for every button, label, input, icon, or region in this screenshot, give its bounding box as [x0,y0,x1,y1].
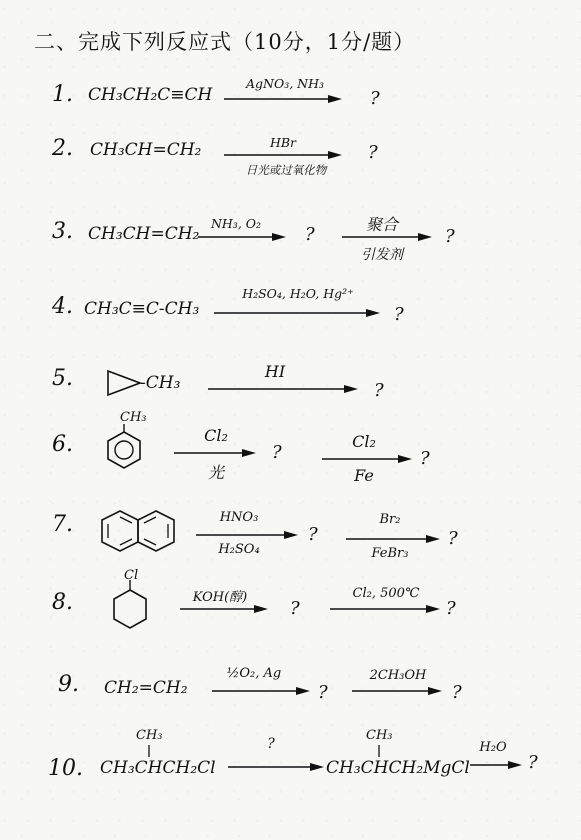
reaction-4 [0,286,581,350]
condition-above: HI [264,362,286,381]
cyclohexane-ring [110,580,150,636]
reaction-number: 1. [52,82,73,107]
condition-above: AgNO₃, NH₃ [245,76,325,91]
product-unknown: ? [420,448,430,469]
condition-below: H₂SO₄ [218,542,260,557]
condition-above-2: Br₂ [379,512,401,527]
intermediate-unknown: ? [308,524,318,545]
reactant: CH₂=CH₂ [104,678,188,698]
reactant: CH₃CH=CH₂ [88,224,200,244]
reaction-arrow-2 [352,686,444,696]
condition-above: HNO₃ [219,510,259,525]
product-unknown: ? [446,598,456,619]
condition-below: 日光或过氧化物 [245,163,327,177]
methyl-branch: CH₃ [366,728,393,743]
condition-above-2: Cl₂, 500℃ [352,586,420,601]
product-unknown: ? [370,88,380,109]
reaction-number: 7. [52,512,73,537]
reaction-1 [0,76,581,140]
reactant: CH₃CHCH₂Cl [100,758,216,778]
condition-above: KOH(醇) [192,590,248,605]
condition-below-2: Fe [354,466,374,485]
intermediate-unknown: ? [272,442,282,463]
reactant: -CH₃ [140,373,181,393]
reaction-number: 2. [52,136,73,161]
product-unknown: ? [394,304,404,325]
product-unknown: ? [368,142,378,163]
reaction-arrow [208,384,360,394]
condition-above-2: H₂O [479,740,507,755]
methyl-branch: CH₃ [136,728,163,743]
condition-above: H₂SO₄, H₂O, Hg²⁺ [242,286,354,301]
reaction-arrow [212,686,312,696]
condition-above: HBr [269,135,297,150]
reaction-number: 6. [52,432,73,457]
methyl-substituent: CH₃ [120,410,147,425]
condition-above: Cl₂ [204,426,228,445]
naphthalene-rings [100,508,182,558]
reaction-3 [0,214,581,274]
reaction-arrow [198,232,288,242]
reaction-7 [0,500,581,560]
reactant: CH₃CH=CH₂ [90,140,202,160]
reaction-number: 10. [48,756,83,781]
condition-below: 光 [207,463,224,482]
reaction-arrow [214,308,382,318]
reaction-arrow-2 [470,760,524,770]
reaction-arrow-2 [342,232,434,242]
product-unknown: ? [452,682,462,703]
condition-above-2: 聚合 [365,215,398,234]
reactant: CH₃C≡C-CH₃ [84,299,200,319]
condition-above: NH₃, O₂ [210,216,262,231]
reaction-arrow [196,530,300,540]
reaction-number: 4. [52,294,73,319]
reaction-9 [0,662,581,722]
reaction-6 [0,410,581,485]
product-unknown: ? [374,380,384,401]
reaction-arrow [224,94,344,104]
reaction-arrow-2 [330,604,442,614]
grignard-product: CH₃CHCH₂MgCl [326,758,470,778]
reaction-arrow [180,604,270,614]
reaction-number: 9. [58,672,79,697]
condition-below-2: FeBr₃ [371,546,409,561]
reactant: CH₃CH₂C≡CH [88,85,213,105]
reaction-arrow [228,762,326,772]
condition-above-2: 2CH₃OH [369,668,427,683]
reaction-number: 5. [52,366,73,391]
reaction-arrow [224,150,344,160]
intermediate-unknown: ? [305,224,315,245]
product-unknown: ? [448,528,458,549]
condition-above: ? [267,736,275,752]
condition-above: ½O₂, Ag [226,666,282,681]
condition-below-2: 引发剂 [361,247,403,263]
intermediate-unknown: ? [318,682,328,703]
reaction-arrow [174,448,258,458]
reaction-10 [0,728,581,788]
reaction-number: 8. [52,590,73,615]
reaction-number: 3. [52,219,73,244]
product-unknown: ? [528,752,538,773]
benzene-ring [104,424,144,474]
reaction-2 [0,134,581,194]
reaction-arrow-2 [322,454,414,464]
section-title: 二、完成下列反应式（10分，1分/题） [34,30,416,54]
product-unknown: ? [445,226,455,247]
intermediate-unknown: ? [290,598,300,619]
reaction-8 [0,568,581,628]
condition-above-2: Cl₂ [352,432,376,451]
chloro-substituent: Cl [124,568,139,583]
reaction-arrow-2 [346,534,442,544]
